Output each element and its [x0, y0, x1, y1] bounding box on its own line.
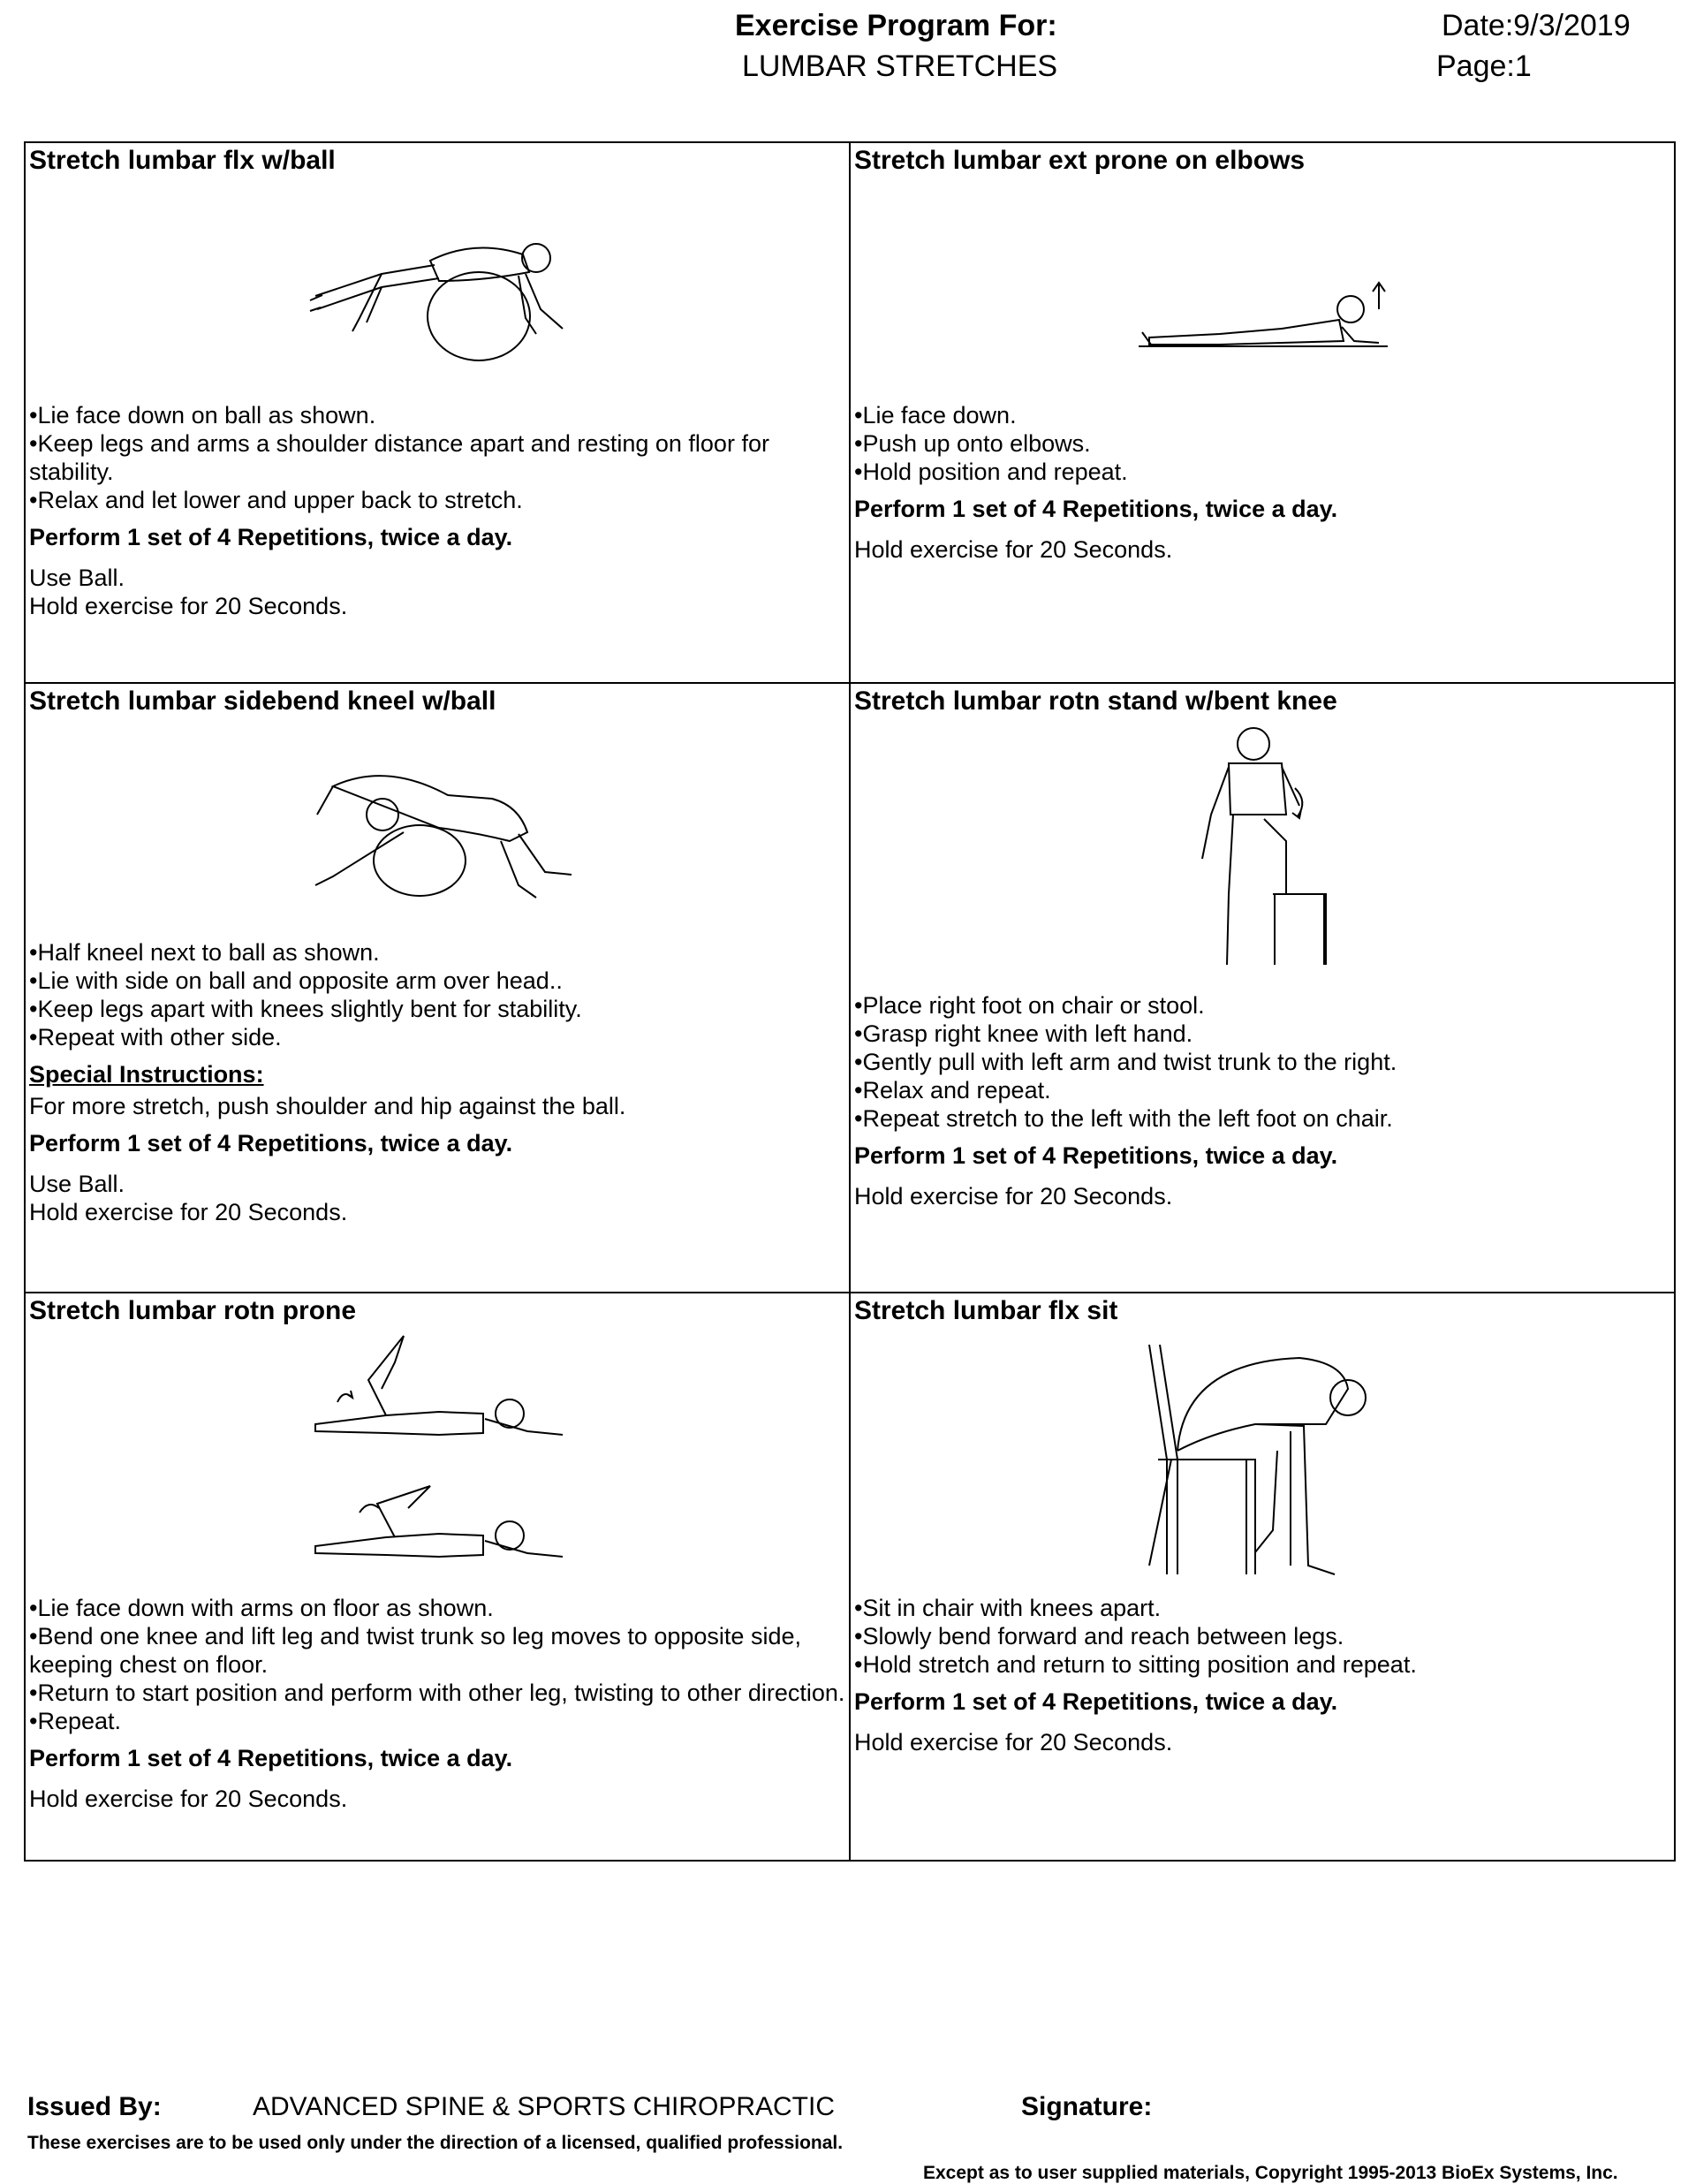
exercise-card	[25, 1293, 850, 1861]
exercise-title: Stretch lumbar sidebend kneel w/ball	[29, 686, 496, 716]
exercise-card	[25, 142, 850, 683]
exercise-card	[850, 142, 1675, 683]
exercise-note: Use Ball.	[29, 1171, 125, 1197]
special-instructions-heading: Special Instructions:	[29, 1061, 264, 1088]
exercise-title: Stretch lumbar flx w/ball	[29, 146, 336, 175]
step-item: • Lie face down on ball as shown.	[29, 401, 849, 429]
exercise-note: Hold exercise for 20 Seconds.	[854, 1183, 1173, 1210]
step-item: • Sit in chair with knees apart.	[854, 1594, 1674, 1622]
perform-instruction: Perform 1 set of 4 Repetitions, twice a day.	[29, 1130, 513, 1156]
step-item: • Gently pull with left arm and twist trunk to the right.	[854, 1048, 1674, 1076]
step-item: • Hold position and repeat.	[854, 458, 1674, 486]
step-item: • Half kneel next to ball as shown.	[29, 938, 849, 967]
step-item: • Bend one knee and lift leg and twist trunk so leg moves to opposite side, keeping chest on floor.	[29, 1622, 849, 1679]
step-item: • Grasp right knee with left hand.	[854, 1020, 1674, 1048]
exercise-title: Stretch lumbar rotn prone	[29, 1296, 357, 1325]
exercise-note: Hold exercise for 20 Seconds.	[854, 1729, 1173, 1756]
step-item: • Lie with side on ball and opposite arm over head..	[29, 967, 849, 995]
date-field	[1442, 11, 1631, 41]
person-prone-over-ball-illustration	[298, 177, 580, 371]
issuer-name: ADVANCED SPINE & SPORTS CHIROPRACTIC	[253, 2092, 836, 2121]
exercise-note: Use Ball.	[29, 565, 125, 591]
step-item: • Lie face down with arms on floor as shown.	[29, 1594, 849, 1622]
exercise-steps	[29, 401, 849, 514]
perform-instruction: Perform 1 set of 4 Repetitions, twice a day.	[854, 496, 1338, 522]
exercise-title: Stretch lumbar ext prone on elbows	[854, 146, 1306, 175]
exercise-card	[25, 683, 850, 1293]
step-item: • Repeat with other side.	[29, 1023, 849, 1051]
step-item: • Repeat stretch to the left with the left foot on chair.	[854, 1104, 1674, 1133]
exercise-steps	[854, 991, 1674, 1133]
person-sidebend-over-ball-illustration	[298, 717, 580, 912]
program-name: LUMBAR STRETCHES	[742, 49, 1058, 83]
step-item: • Relax and let lower and upper back to stretch.	[29, 486, 849, 514]
exercise-note: Hold exercise for 20 Seconds.	[29, 1786, 348, 1812]
exercise-steps	[854, 401, 1674, 486]
exercise-note: Hold exercise for 20 Seconds.	[29, 593, 348, 619]
step-item: • Hold stretch and return to sitting position and repeat.	[854, 1650, 1674, 1679]
program-label: Exercise Program For:	[735, 9, 1057, 42]
person-prone-leg-twist-illustration	[298, 1327, 580, 1583]
step-item: • Keep legs and arms a shoulder distance apart and resting on floor for stability.	[29, 429, 849, 486]
exercise-steps	[29, 1594, 849, 1735]
disclaimer-text: These exercises are to be used only under the direction of a licensed, qualified professional.	[27, 2133, 844, 2153]
exercise-card	[850, 1293, 1675, 1861]
date-label: Date:	[1442, 9, 1514, 42]
step-item: • Repeat.	[29, 1707, 849, 1735]
page-label: Page:	[1436, 49, 1515, 83]
perform-instruction: Perform 1 set of 4 Repetitions, twice a day.	[29, 524, 513, 550]
exercise-title: Stretch lumbar flx sit	[854, 1296, 1118, 1325]
exercise-card	[850, 683, 1675, 1293]
perform-instruction: Perform 1 set of 4 Repetitions, twice a day.	[29, 1745, 513, 1771]
page-value: 1	[1514, 49, 1532, 83]
exercise-note: Hold exercise for 20 Seconds.	[29, 1199, 348, 1225]
person-standing-foot-on-stool-illustration	[1176, 717, 1352, 974]
exercise-note: Hold exercise for 20 Seconds.	[854, 536, 1173, 563]
step-item: • Place right foot on chair or stool.	[854, 991, 1674, 1020]
exercise-title: Stretch lumbar rotn stand w/bent knee	[854, 686, 1337, 716]
exercise-steps	[29, 938, 849, 1051]
date-value: 9/3/2019	[1513, 9, 1631, 42]
special-instructions-text: For more stretch, push shoulder and hip against the ball.	[29, 1093, 626, 1119]
step-item: • Return to start position and perform with other leg, twisting to other direction.	[29, 1679, 849, 1707]
exercise-grid	[24, 141, 1676, 1862]
step-item: • Push up onto elbows.	[854, 429, 1674, 458]
copyright-text: Except as to user supplied materials, Copyright 1995-2013 BioEx Systems, Inc.	[923, 2163, 1618, 2183]
page-field	[1436, 51, 1532, 81]
issued-by-label: Issued By:	[27, 2092, 162, 2121]
exercise-steps	[854, 1594, 1674, 1679]
person-prone-on-elbows-illustration	[1123, 177, 1405, 371]
step-item: • Lie face down.	[854, 401, 1674, 429]
step-item: • Relax and repeat.	[854, 1076, 1674, 1104]
signature-label: Signature:	[1021, 2092, 1153, 2121]
person-seated-forward-bend-illustration	[1123, 1327, 1405, 1583]
step-item: • Keep legs apart with knees slightly bent for stability.	[29, 995, 849, 1023]
step-item: • Slowly bend forward and reach between legs.	[854, 1622, 1674, 1650]
perform-instruction: Perform 1 set of 4 Repetitions, twice a day.	[854, 1688, 1338, 1715]
perform-instruction: Perform 1 set of 4 Repetitions, twice a day.	[854, 1142, 1338, 1169]
